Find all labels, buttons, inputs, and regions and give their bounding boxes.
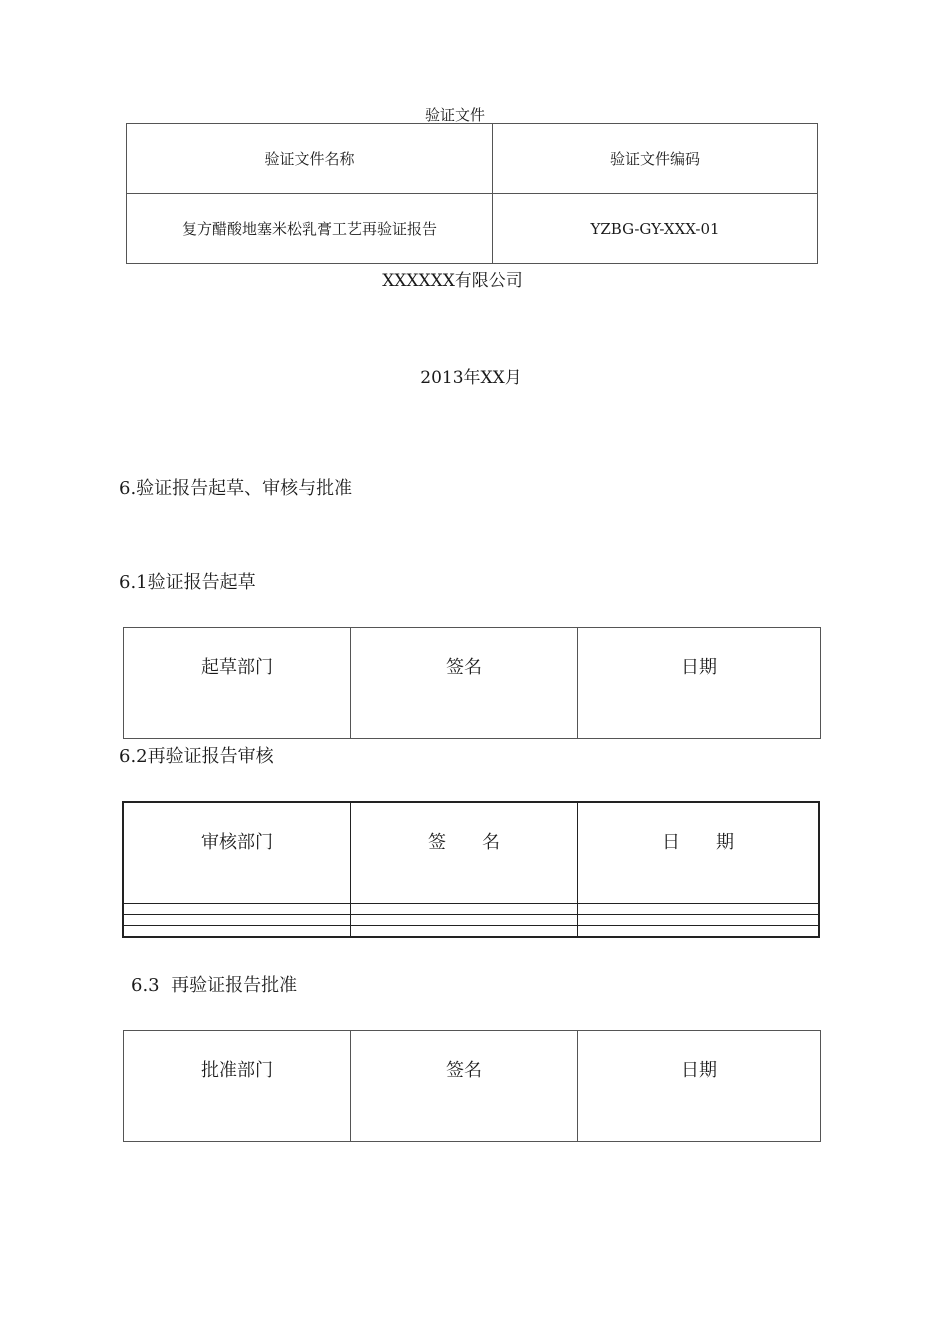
- review-dept-cell: [123, 802, 351, 904]
- file-code-value: YZBG-GY-XXX-01: [493, 194, 818, 264]
- section-6-3-title: 6.3 再验证报告批准: [131, 975, 298, 996]
- table-row: [127, 194, 818, 264]
- review-date-cell: [578, 802, 820, 904]
- approval-dept-cell: [124, 1031, 351, 1142]
- table-row: [123, 904, 819, 915]
- draft-signature-header: 签名: [446, 657, 482, 678]
- empty-cell: [578, 926, 820, 938]
- empty-cell: [578, 915, 820, 926]
- empty-cell: [123, 915, 351, 926]
- file-name-header: 验证文件名称: [127, 124, 493, 194]
- table-row: [123, 802, 819, 904]
- table-row: [127, 124, 818, 194]
- table-row: [123, 915, 819, 926]
- review-signature-header: 签 名: [428, 832, 500, 853]
- empty-cell: [578, 904, 820, 915]
- empty-cell: [351, 904, 578, 915]
- draft-date-header: 日期: [681, 657, 717, 678]
- draft-date-cell: [578, 628, 821, 739]
- review-date-header: 日 期: [662, 832, 734, 853]
- review-signature-cell: [351, 802, 578, 904]
- draft-dept-cell: [124, 628, 351, 739]
- doc-caption: 验证文件: [424, 106, 485, 124]
- empty-cell: [123, 926, 351, 938]
- table-row: [124, 1031, 821, 1142]
- review-dept-header: 审核部门: [201, 832, 273, 853]
- draft-signature-cell: [351, 628, 578, 739]
- file-name-value: 复方醋酸地塞米松乳膏工艺再验证报告: [127, 194, 493, 264]
- table-row: [123, 926, 819, 938]
- file-info-table: [126, 123, 818, 264]
- approval-dept-header: 批准部门: [201, 1060, 273, 1081]
- approval-date-cell: [578, 1031, 821, 1142]
- section-6-2-title: 6.2再验证报告审核: [119, 746, 274, 767]
- approval-date-header: 日期: [681, 1060, 717, 1081]
- approval-signature-header: 签名: [446, 1060, 482, 1081]
- file-code-header: 验证文件编码: [493, 124, 818, 194]
- empty-cell: [351, 926, 578, 938]
- approval-signature-table: [123, 1030, 821, 1142]
- section-6-title: 6.验证报告起草、审核与批准: [119, 478, 353, 499]
- table-row: [124, 628, 821, 739]
- section-6-1-title: 6.1验证报告起草: [119, 572, 256, 593]
- approval-signature-cell: [351, 1031, 578, 1142]
- draft-signature-table: [123, 627, 821, 739]
- empty-cell: [351, 915, 578, 926]
- document-date: 2013年XX月: [420, 368, 522, 388]
- draft-dept-header: 起草部门: [201, 657, 273, 678]
- review-signature-table: [122, 801, 820, 938]
- company-name: XXXXXX有限公司: [382, 271, 523, 291]
- empty-cell: [123, 904, 351, 915]
